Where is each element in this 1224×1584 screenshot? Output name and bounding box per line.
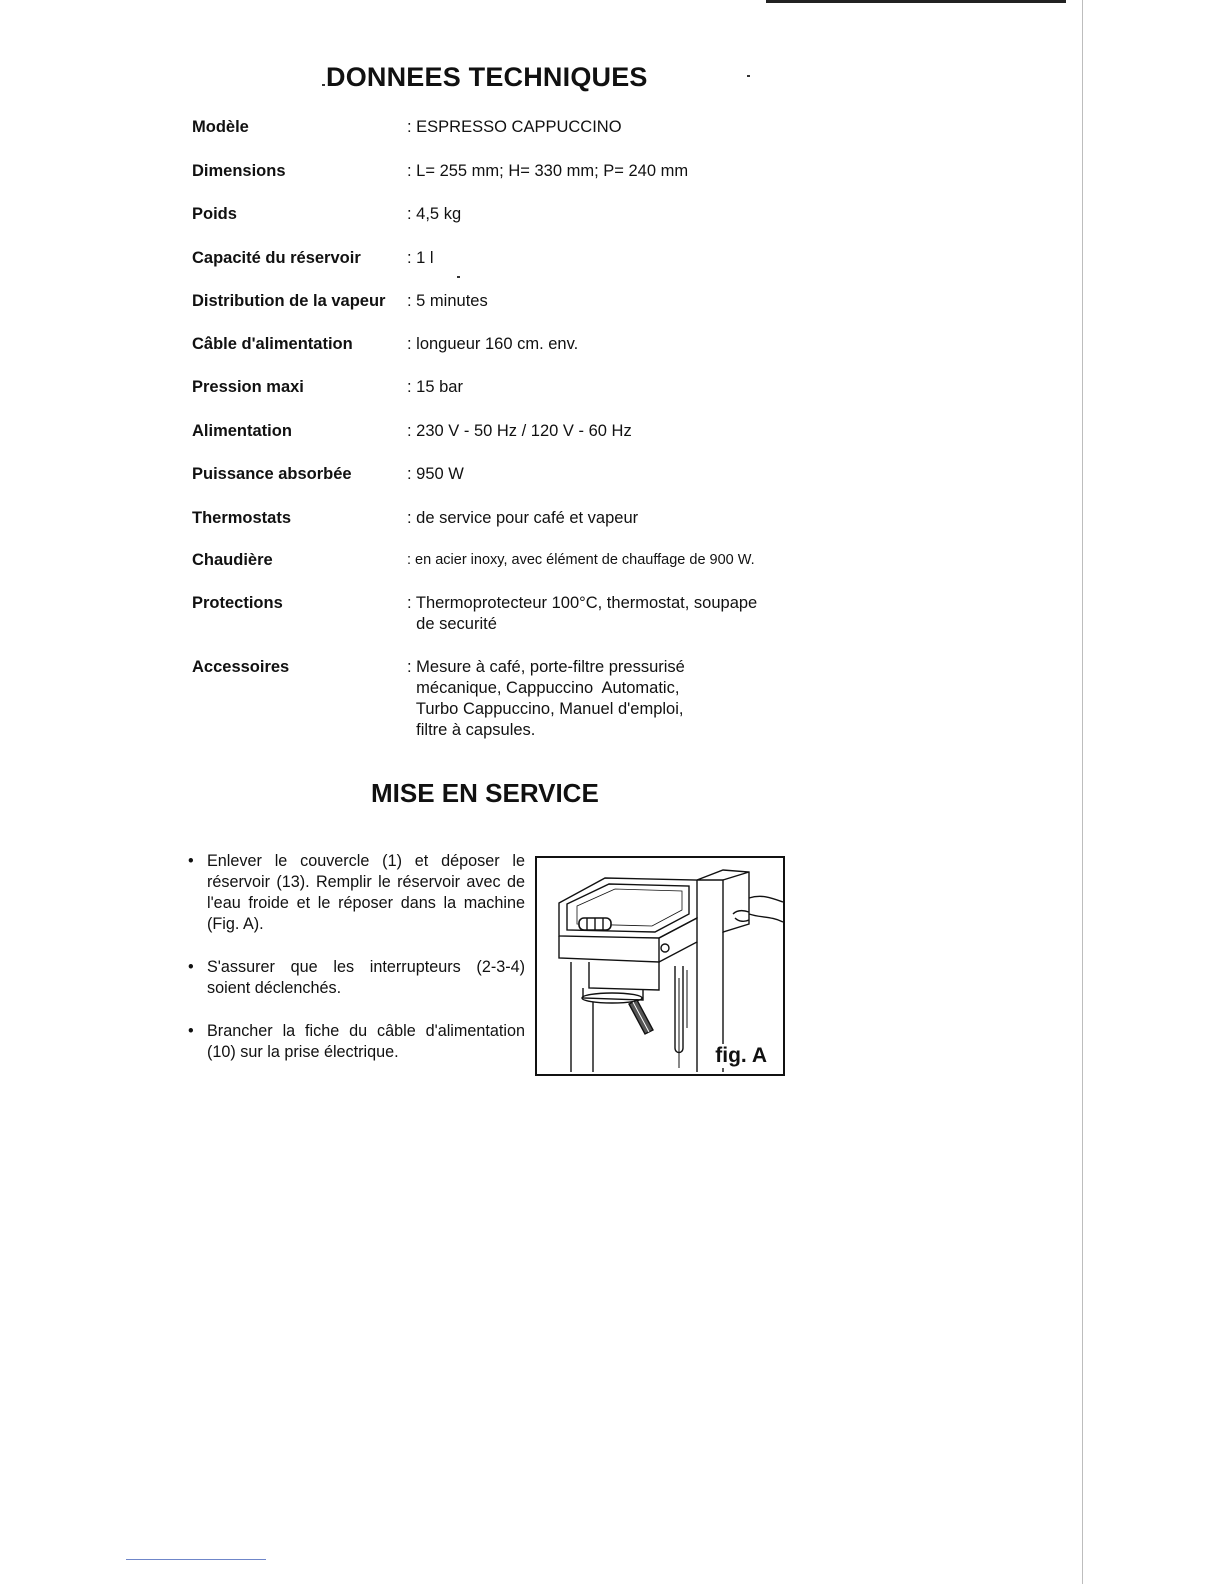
spec-label: Dimensions xyxy=(192,162,286,180)
instruction-text: Brancher la fiche du câble d'alimentation (10) sur la prise électrique. xyxy=(207,1022,525,1061)
scan-speck xyxy=(457,276,460,278)
spec-value: : de service pour café et vapeur xyxy=(407,509,639,527)
spec-value: : Thermoprotecteur 100°C, thermostat, soupape de securité xyxy=(407,594,758,633)
spec-value: : 1 l xyxy=(407,249,434,267)
top-rule xyxy=(766,0,1066,3)
spec-value: : 15 bar xyxy=(407,378,463,396)
list-item xyxy=(188,1021,525,1063)
bullet-icon: • xyxy=(188,958,194,976)
spec-value: : ESPRESSO CAPPUCCINO xyxy=(407,118,622,136)
bullet-icon: • xyxy=(188,1022,194,1040)
page-edge xyxy=(1082,0,1083,1584)
spec-label: Capacité du réservoir xyxy=(192,249,361,267)
spec-value: : 950 W xyxy=(407,465,464,483)
spec-label: Câble d'alimentation xyxy=(192,335,353,353)
spec-value: : 230 V - 50 Hz / 120 V - 60 Hz xyxy=(407,422,632,440)
list-item xyxy=(188,851,525,935)
section-title: MISE EN SERVICE xyxy=(371,778,599,808)
spec-label: Poids xyxy=(192,205,237,223)
instruction-text: Enlever le couvercle (1) et déposer le réservoir (13). Remplir le réservoir avec de l'eau froide et le réposer dans la machine (Fig. A). xyxy=(207,852,525,933)
scan-speck xyxy=(322,84,325,86)
spec-label: Thermostats xyxy=(192,509,292,527)
spec-label: Protections xyxy=(192,594,283,612)
spec-value: : Mesure à café, porte-filtre pressurisé mécanique, Cappuccino Automatic, Turbo Cappuccino, Manuel d'emploi, filtre à capsules. xyxy=(407,658,685,739)
bottom-rule xyxy=(126,1559,266,1560)
scan-speck xyxy=(747,75,750,77)
page-title: DONNEES TECHNIQUES xyxy=(326,62,648,92)
spec-label: Accessoires xyxy=(192,658,290,676)
spec-label: Chaudière xyxy=(192,551,273,569)
spec-value: : L= 255 mm; H= 330 mm; P= 240 mm xyxy=(407,162,689,180)
spec-value: : 4,5 kg xyxy=(407,205,462,223)
spec-value: : longueur 160 cm. env. xyxy=(407,335,579,353)
spec-label: Pression maxi xyxy=(192,378,304,396)
instruction-list xyxy=(188,851,525,1085)
spec-label: Distribution de la vapeur xyxy=(192,292,386,310)
spec-label: Puissance absorbée xyxy=(192,465,352,483)
figure-caption: fig. A xyxy=(715,1044,767,1067)
figure-a xyxy=(535,856,785,1076)
list-item xyxy=(188,957,525,999)
spec-label: Alimentation xyxy=(192,422,292,440)
instruction-text: S'assurer que les interrupteurs (2-3-4) soient déclenchés. xyxy=(207,958,525,997)
spec-value: : en acier inoxy, avec élément de chauffage de 900 W. xyxy=(407,552,755,568)
bullet-icon: • xyxy=(188,852,194,870)
spec-label: Modèle xyxy=(192,118,249,136)
spec-value: : 5 minutes xyxy=(407,292,488,310)
